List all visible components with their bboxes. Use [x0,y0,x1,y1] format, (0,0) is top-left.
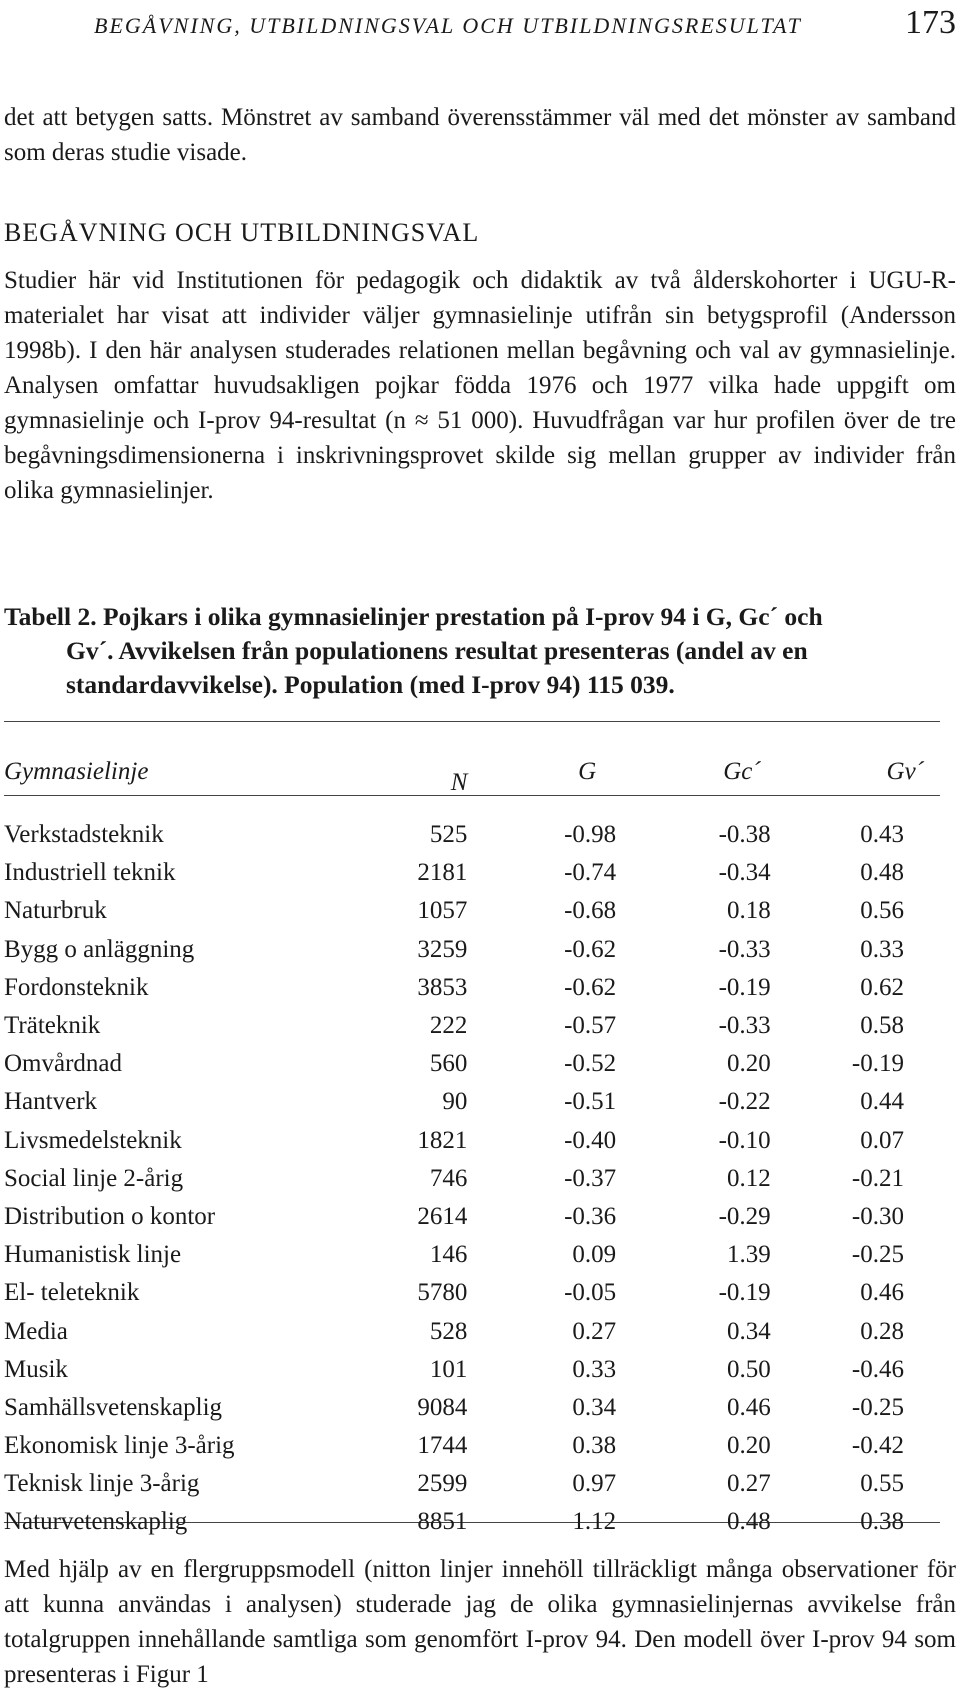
results-table [4,728,940,1542]
column-header-n: N [450,769,468,796]
cell-gc: 0.46 [726,1393,771,1421]
cell-g: -0.51 [564,1088,617,1116]
cell-gv: 0.56 [860,897,904,925]
column-header-gv: Gv´ [886,758,924,785]
cell-gv: 0.44 [860,1088,904,1116]
cell-gc: 0.27 [726,1470,771,1498]
cell-gc: -0.34 [718,859,771,887]
column-header-gymnasielinje: Gymnasielinje [4,758,149,785]
intro-paragraph: det att betygen satts. Mönstret av samband överensstämmer väl med det mönster av samband som deras studie visade. [4,104,956,166]
column-header-g: G [578,758,597,785]
cell-n: 1744 [417,1432,468,1460]
cell-gc: -0.38 [718,821,771,849]
cell-name: Humanistisk linje [4,1241,182,1269]
cell-name: Musik [4,1355,68,1383]
cell-gc: -0.33 [718,935,771,963]
cell-g: -0.37 [564,1164,617,1192]
cell-gv: -0.25 [851,1393,904,1421]
cell-n: 746 [429,1164,468,1192]
cell-n: 560 [429,1050,468,1078]
cell-name: El- teleteknik [4,1279,140,1307]
cell-n: 101 [429,1355,468,1383]
cell-name: Samhällsvetenskaplig [4,1393,223,1421]
cell-g: 0.38 [572,1432,617,1460]
cell-gc: -0.10 [718,1126,771,1154]
table-row [4,1465,940,1503]
caption-line-3: standardavvikelse). Population (med I-prov 94) 115 039. [66,670,675,699]
cell-gc: -0.19 [718,1279,771,1307]
cell-gv: -0.19 [851,1050,904,1078]
cell-name: Fordonsteknik [4,973,149,1001]
cell-name: Industriell teknik [4,859,176,887]
cell-gv: 0.58 [860,1012,904,1040]
cell-n: 1057 [417,897,468,925]
cell-g: -0.98 [564,821,617,849]
cell-gc: 0.50 [726,1355,771,1383]
cell-gc: 0.20 [726,1432,771,1460]
cell-gv: -0.21 [851,1164,904,1192]
cell-n: 222 [429,1012,468,1040]
cell-gc: 0.20 [726,1050,771,1078]
table-row [4,854,940,892]
closing-paragraph: Med hjälp av en flergruppsmodell (nitton linjer innehöll tillräckligt många observationer för att kunna användas i analysen) studerade jag de olika gymnasielinjernas avvikelse från totalgruppen innehållande samtliga som genomfört I-prov 94. Den modell över I-prov 94 som presenteras i Figur 1 [4,1556,956,1688]
cell-name: Naturvetenskaplig [4,1508,188,1536]
cell-n: 5780 [417,1279,468,1307]
page-number: 173 [905,4,956,41]
cell-name: Social linje 2-årig [4,1164,184,1192]
cell-name: Ekonomisk linje 3-årig [4,1432,235,1460]
cell-name: Naturbruk [4,897,107,925]
cell-g: -0.57 [564,1012,617,1040]
cell-n: 525 [429,821,468,849]
table-row [4,931,940,969]
cell-g: -0.68 [564,897,617,925]
cell-gc: 1.39 [726,1241,771,1269]
cell-gv: -0.30 [851,1202,904,1230]
cell-gc: 0.48 [726,1508,771,1536]
table-row [4,1312,940,1350]
table-header-row [4,728,940,816]
cell-gv: 0.33 [860,935,904,963]
table-row [4,1427,940,1465]
cell-g: 1.12 [572,1508,617,1536]
cell-name: Bygg o anläggning [4,935,195,963]
cell-n: 2614 [417,1202,468,1230]
cell-n: 9084 [417,1393,468,1421]
table-row [4,1503,940,1541]
cell-name: Verkstadsteknik [4,821,164,849]
cell-n: 2599 [417,1470,468,1498]
caption-line-2: Gv´. Avvikelsen från populationens resultat presenteras (andel av en [66,636,808,665]
table-row [4,1198,940,1236]
section-heading: BEGÅVNING OCH UTBILDNINGSVAL [4,218,480,247]
cell-n: 528 [429,1317,468,1345]
cell-g: -0.62 [564,935,617,963]
cell-g: 0.27 [572,1317,617,1345]
cell-name: Media [4,1317,68,1345]
cell-n: 3853 [417,973,468,1001]
cell-g: -0.74 [564,859,617,887]
running-head [94,4,956,44]
cell-g: -0.52 [564,1050,617,1078]
cell-n: 1821 [417,1126,468,1154]
cell-gc: -0.33 [718,1012,771,1040]
section-paragraph: Studier här vid Institutionen för pedagogik och didaktik av två ålderskohorter i UGU-R-materialet har visat att individer väljer gymnasielinje utifrån sin betygsprofil (Andersson 1998b). I den här analysen studerades relationen mellan begåvning och val av gymnasielinje. Analysen omfattar huvudsakligen pojkar födda 1976 och 1977 vilka hade uppgift om gymnasielinje och I-prov 94-resultat (n ≈ 51 000). Huvudfrågan var hur profilen över de tre begåvningsdimensionerna i inskrivningsprovet skilde sig mellan grupper av individer från olika gymnasielinjer. [4,267,956,504]
cell-gc: 0.12 [726,1164,771,1192]
cell-g: 0.33 [572,1355,617,1383]
table-top-rule [4,721,940,722]
cell-n: 90 [442,1088,468,1116]
cell-name: Träteknik [4,1012,101,1040]
table-row [4,1007,940,1045]
table-row [4,1045,940,1083]
caption-line-1: Pojkars i olika gymnasielinjer prestation på I-prov 94 i G, Gc´ och [102,602,823,631]
cell-gv: 0.43 [860,821,904,849]
cell-n: 2181 [417,859,468,887]
table-caption [4,600,956,702]
table-row [4,892,940,930]
table-row [4,1160,940,1198]
cell-gv: 0.38 [860,1508,904,1536]
column-header-gc: Gc´ [723,758,761,785]
cell-name: Distribution o kontor [4,1202,216,1230]
cell-gv: 0.48 [860,859,904,887]
cell-g: -0.40 [564,1126,617,1154]
cell-gc: 0.18 [726,897,771,925]
cell-gv: 0.46 [860,1279,904,1307]
caption-label: Tabell 2. [4,602,97,631]
table-row [4,816,940,854]
cell-gv: 0.62 [860,973,904,1001]
cell-g: 0.34 [572,1393,617,1421]
cell-name: Livsmedelsteknik [4,1126,182,1154]
cell-gc: 0.34 [726,1317,771,1345]
cell-g: -0.62 [564,973,617,1001]
cell-gv: 0.28 [860,1317,904,1345]
cell-gc: -0.29 [718,1202,771,1230]
cell-name: Teknisk linje 3-årig [4,1470,200,1498]
cell-n: 146 [429,1241,468,1269]
table-row [4,1274,940,1312]
table-row [4,1236,940,1274]
cell-gv: -0.25 [851,1241,904,1269]
cell-gv: -0.46 [851,1355,904,1383]
cell-name: Hantverk [4,1088,98,1116]
cell-name: Omvårdnad [4,1050,123,1078]
table-row [4,1122,940,1160]
cell-g: 0.97 [572,1470,617,1498]
cell-gv: 0.07 [860,1126,904,1154]
cell-gc: -0.19 [718,973,771,1001]
cell-gc: -0.22 [718,1088,771,1116]
table-row [4,1389,940,1427]
cell-g: -0.36 [564,1202,617,1230]
cell-n: 3259 [417,935,468,963]
table-row [4,1351,940,1389]
cell-g: 0.09 [572,1241,617,1269]
cell-n: 8851 [417,1508,468,1536]
cell-gv: -0.42 [851,1432,904,1460]
running-title: BEGÅVNING, UTBILDNINGSVAL OCH UTBILDNINGSRESULTAT [94,13,802,38]
table-row [4,969,940,1007]
cell-gv: 0.55 [860,1470,904,1498]
cell-g: -0.05 [564,1279,617,1307]
table-row [4,1083,940,1121]
